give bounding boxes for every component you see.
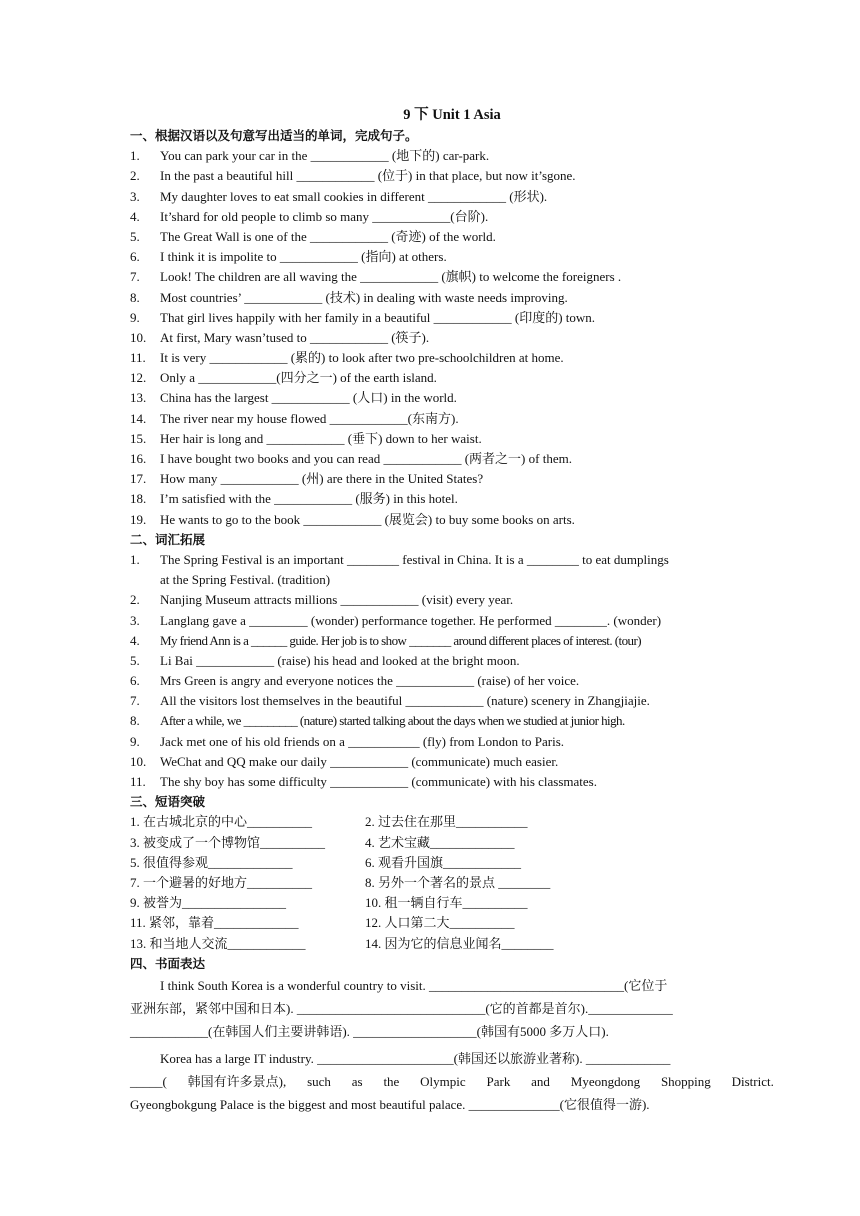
item-number: 6. bbox=[130, 673, 140, 689]
item-text: At first, Mary wasn’tused to ____________ (筷子). bbox=[160, 329, 430, 345]
phrase-row bbox=[130, 934, 774, 954]
word: Shopping bbox=[660, 1073, 711, 1089]
item-number: 9. bbox=[130, 733, 140, 749]
item-number: 10. bbox=[130, 753, 147, 769]
list-item bbox=[130, 409, 774, 429]
paragraph-1-line-1: I think South Korea is a wonderful country to visit. ______________________________(它位于 bbox=[160, 977, 668, 993]
section-2-list bbox=[130, 590, 774, 792]
phrase-row bbox=[130, 913, 774, 933]
item-number: 13. bbox=[130, 390, 147, 406]
item-text: My daughter loves to eat small cookies in different ____________ (形状). bbox=[160, 188, 548, 204]
item-number: 7. bbox=[130, 269, 140, 285]
item-number: 15. bbox=[130, 430, 147, 446]
item-text: Look! The children are all waving the ____________ (旗帜) to welcome the foreigners . bbox=[160, 269, 622, 285]
phrase-item: 4. 艺术宝藏_____________ bbox=[365, 834, 515, 850]
list-item bbox=[130, 691, 774, 711]
item-text: Li Bai ____________ (raise) his head and looked at the bright moon. bbox=[160, 652, 520, 668]
item-text: It’shard for old people to climb so many ____________(台阶). bbox=[160, 208, 489, 224]
item-text: Her hair is long and ____________ (垂下) down to her waist. bbox=[160, 430, 482, 446]
item-number: 7. bbox=[130, 693, 140, 709]
word: and bbox=[531, 1073, 550, 1089]
item-text-continued: at the Spring Festival. (tradition) bbox=[160, 572, 331, 588]
item-number: 9. bbox=[130, 309, 140, 325]
list-item bbox=[130, 328, 774, 348]
item-number: 12. bbox=[130, 370, 147, 386]
item-number: 6. bbox=[130, 249, 140, 265]
item-number: 17. bbox=[130, 471, 147, 487]
item-number: 11. bbox=[130, 774, 146, 789]
item-text: That girl lives happily with her family in a beautiful ____________ (印度的) town. bbox=[160, 309, 596, 325]
item-number: 4. bbox=[130, 208, 140, 224]
item-text: I have bought two books and you can read ____________ (两者之一) of them. bbox=[160, 451, 572, 466]
phrase-row bbox=[130, 812, 774, 832]
list-item bbox=[130, 207, 774, 227]
phrase-item: 10. 租一辆自行车__________ bbox=[365, 895, 528, 911]
phrase-item: 5. 很值得参观_____________ bbox=[130, 854, 293, 870]
item-number: 3. bbox=[130, 612, 140, 628]
item-text: In the past a beautiful hill ____________ (位于) in that place, but now it’sgone. bbox=[160, 168, 576, 184]
phrase-item: 7. 一个避暑的好地方__________ bbox=[130, 874, 313, 890]
item-text: Jack met one of his old friends on a ___________ (fly) from London to Paris. bbox=[160, 733, 565, 749]
list-item bbox=[130, 510, 774, 530]
item-number: 5. bbox=[130, 652, 140, 668]
phrase-item: 12. 人口第二大__________ bbox=[365, 915, 515, 931]
item-text: Langlang gave a _________ (wonder) performance together. He performed ________. (wonder) bbox=[160, 612, 662, 628]
item-text: WeChat and QQ make our daily ____________ (communicate) much easier. bbox=[160, 753, 559, 769]
word: Olympic bbox=[420, 1073, 466, 1089]
word: Park bbox=[486, 1073, 511, 1089]
item-number: 19. bbox=[130, 511, 147, 527]
item-number: 18. bbox=[130, 491, 147, 507]
item-number: 4. bbox=[130, 632, 140, 648]
phrase-row bbox=[130, 853, 774, 873]
item-number: 5. bbox=[130, 228, 140, 244]
list-item: 1. The Spring Festival is an important ________ festival in China. It is a ________ to eat dumplings bbox=[130, 550, 774, 570]
item-text: Mrs Green is angry and everyone notices the ____________ (raise) of her voice. bbox=[160, 673, 580, 689]
word: as bbox=[351, 1073, 363, 1089]
list-item bbox=[130, 368, 774, 388]
paragraph-2-line-3: Gyeongbokgung Palace is the biggest and most beautiful palace. ______________(它很值得一游). bbox=[130, 1096, 650, 1112]
item-number: 2. bbox=[130, 592, 140, 608]
section-heading-2: 二、词汇拓展 bbox=[130, 531, 206, 547]
list-item bbox=[130, 429, 774, 449]
list-item bbox=[130, 469, 774, 489]
phrase-item: 3. 被变成了一个博物馆__________ bbox=[130, 834, 326, 850]
item-text: The Great Wall is one of the ____________ (奇迹) of the world. bbox=[160, 228, 496, 244]
item-text: My friend Ann is a ______ guide. Her job is to show _______ around different places of interest. (tour) bbox=[160, 632, 642, 648]
item-text: It is very ____________ (累的) to look after two pre-schoolchildren at home. bbox=[160, 350, 564, 366]
list-item bbox=[130, 651, 774, 671]
phrase-row bbox=[130, 893, 774, 913]
item-text: How many ____________ (州) are there in the United States? bbox=[160, 471, 484, 487]
word: District. bbox=[731, 1073, 774, 1089]
list-item bbox=[130, 631, 774, 651]
item-text: Only a ____________(四分之一) of the earth island. bbox=[160, 370, 437, 386]
phrase-item: 14. 因为它的信息业闻名________ bbox=[365, 935, 554, 951]
word: Myeongdong bbox=[570, 1073, 641, 1089]
list-item bbox=[130, 611, 774, 631]
item-text: Nanjing Museum attracts millions ____________ (visit) every year. bbox=[160, 592, 514, 608]
item-text: You can park your car in the ____________ (地下的) car-park. bbox=[160, 148, 490, 164]
item-text: I’m satisfied with the ____________ (服务) in this hotel. bbox=[160, 491, 458, 507]
section-heading-1: 一、根据汉语以及句意写出适当的单词，完成句子。 bbox=[130, 128, 418, 143]
list-item bbox=[130, 590, 774, 610]
section-heading-4: 四、书面表达 bbox=[130, 955, 206, 971]
worksheet bbox=[130, 104, 774, 1116]
list-item bbox=[130, 166, 774, 186]
item-number: 8. bbox=[130, 289, 140, 305]
item-number: 2. bbox=[130, 168, 140, 184]
list-item bbox=[130, 388, 774, 408]
list-item bbox=[130, 772, 774, 792]
item-text: All the visitors lost themselves in the beautiful ____________ (nature) scenery in Zhangjiajie. bbox=[160, 693, 650, 709]
page-title: 9 下 Unit 1 Asia bbox=[403, 107, 501, 123]
phrase-item: 13. 和当地人交流____________ bbox=[130, 935, 306, 951]
paragraph-2-line-1: Korea has a large IT industry. _____________________(韩国还以旅游业著称). _____________ bbox=[160, 1050, 671, 1066]
paragraph-1-line-2: 亚洲东部，紧邻中国和日本). _____________________________(它的首都是首尔)._____________ bbox=[130, 1000, 673, 1016]
list-item bbox=[130, 146, 774, 166]
section-3-phrases bbox=[130, 812, 774, 953]
paragraph-2-line-2 bbox=[130, 1070, 774, 1093]
item-text: I think it is impolite to ____________ (指向) at others. bbox=[160, 249, 447, 265]
item-text: Most countries’ ____________ (技术) in dealing with waste needs improving. bbox=[160, 289, 568, 305]
word: 韩国有许多景点), bbox=[187, 1073, 287, 1089]
list-item bbox=[130, 247, 774, 267]
word: the bbox=[383, 1073, 400, 1089]
phrase-row bbox=[130, 833, 774, 853]
phrase-item: 6. 观看升国旗____________ bbox=[365, 854, 522, 870]
item-text: The shy boy has some difficulty ____________ (communicate) with his classmates. bbox=[160, 774, 597, 789]
list-item bbox=[130, 732, 774, 752]
phrase-item: 2. 过去住在那里___________ bbox=[365, 814, 528, 830]
item-text: The river near my house flowed ____________(东南方). bbox=[160, 410, 459, 426]
paragraph-1-line-3: ____________(在韩国人们主要讲韩语). ___________________(韩国有5000 多万人口). bbox=[130, 1023, 609, 1039]
writing-task bbox=[130, 974, 774, 1116]
phrase-item: 8. 另外一个著名的景点 ________ bbox=[365, 874, 551, 890]
list-item bbox=[130, 711, 774, 731]
item-number: 1. bbox=[130, 148, 140, 164]
word: such bbox=[307, 1073, 331, 1089]
phrase-row bbox=[130, 873, 774, 893]
item-number: 3. bbox=[130, 188, 140, 204]
word: _____( bbox=[130, 1073, 167, 1089]
list-item bbox=[130, 671, 774, 691]
phrase-item: 11. 紧邻，靠着_____________ bbox=[130, 915, 299, 931]
item-text: After a while, we _________ (nature) started talking about the days when we studied at junior high. bbox=[160, 713, 625, 729]
list-item bbox=[130, 348, 774, 368]
list-item bbox=[130, 187, 774, 207]
item-text: The Spring Festival is an important ________ festival in China. It is a ________ to eat dumplings bbox=[160, 551, 669, 567]
section-1-list bbox=[130, 146, 774, 530]
item-number: 10. bbox=[130, 329, 147, 345]
list-item bbox=[130, 308, 774, 328]
phrase-item: 1. 在古城北京的中心__________ bbox=[130, 814, 313, 830]
list-item bbox=[130, 227, 774, 247]
item-number: 11. bbox=[130, 350, 146, 366]
list-item bbox=[130, 449, 774, 469]
list-item bbox=[130, 489, 774, 509]
item-number: 14. bbox=[130, 410, 147, 426]
item-number: 16. bbox=[130, 451, 147, 466]
list-item bbox=[130, 752, 774, 772]
list-item bbox=[130, 267, 774, 287]
section-heading-3: 三、短语突破 bbox=[130, 794, 206, 810]
item-text: China has the largest ____________ (人口) in the world. bbox=[160, 390, 457, 406]
list-item bbox=[130, 288, 774, 308]
phrase-item: 9. 被誉为________________ bbox=[130, 895, 287, 911]
item-number: 8. bbox=[130, 713, 140, 729]
item-text: He wants to go to the book ____________ (展览会) to buy some books on arts. bbox=[160, 511, 575, 527]
